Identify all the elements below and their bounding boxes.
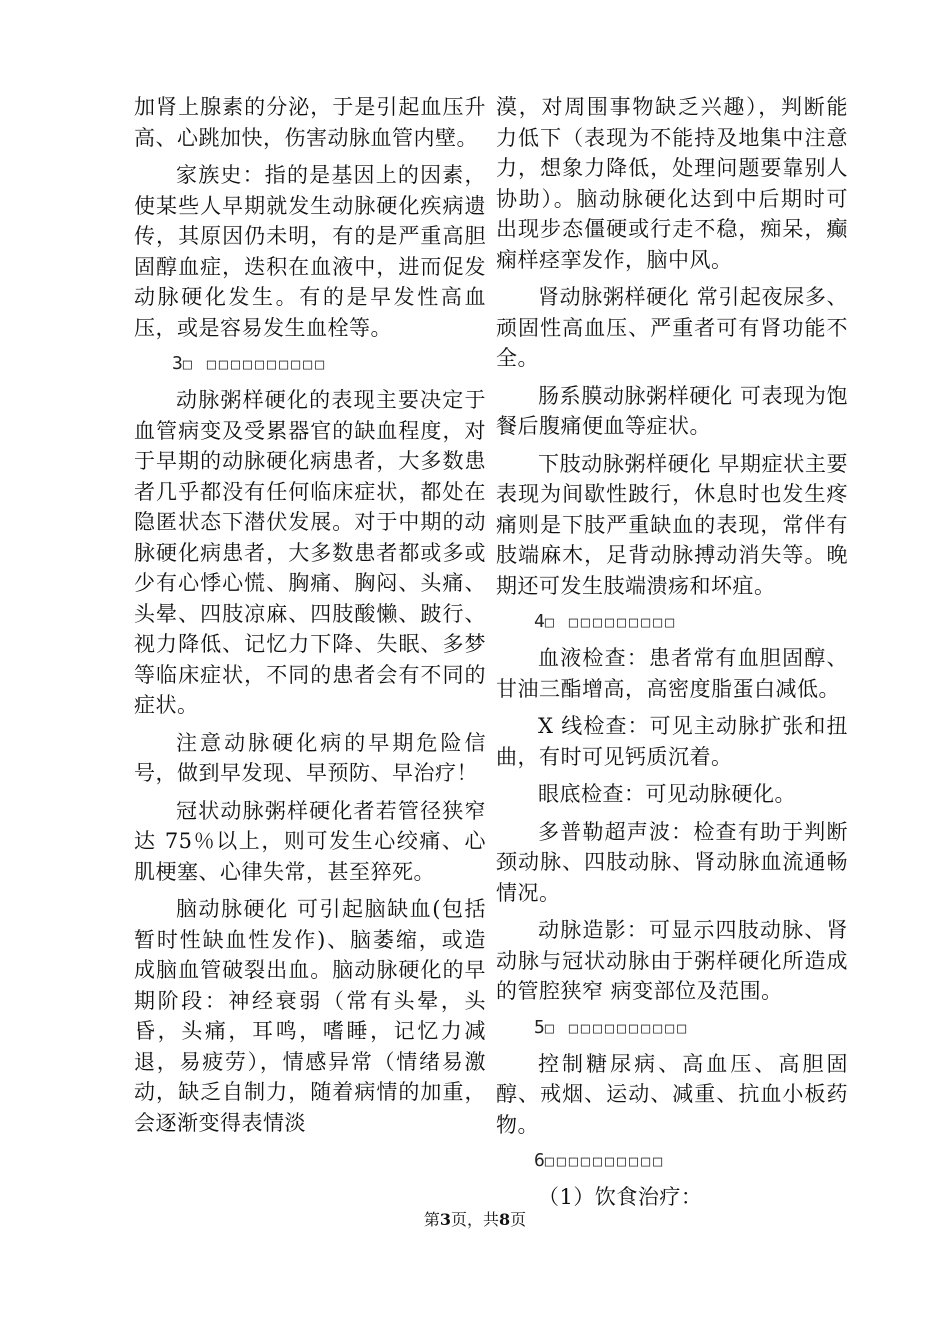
- body-paragraph: 漠，对周围事物缺乏兴趣），判断能力低下（表现为不能持及地集中注意力，想象力降低，处理问题要靠别人协助）。脑动脉硬化达到中后期时可出现步态僵硬或行走不稳，痴呆，癫痫样痉挛发作，脑中风。: [496, 95, 848, 272]
- body-paragraph: 脑动脉硬化 可引起脑缺血(包括暂时性缺血性发作)、脑萎缩，或造成脑血管破裂出血。脑动脉硬化的早期阶段：神经衰弱（常有头晕，头昏，头痛，耳鸣，嗜睡，记忆力减退，易疲劳），情感异常（情绪易激动，缺乏自制力，随着病情的加重，会逐渐变得表情淡: [134, 897, 486, 1135]
- missing-glyph-boxes: □ □□□□□□□□□□: [544, 1018, 690, 1037]
- right-column: [496, 92, 848, 1220]
- body-paragraph: （1）饮食治疗：: [538, 1185, 703, 1209]
- body-paragraph: 动脉造影：可显示四肢动脉、肾动脉与冠状动脉由于粥样硬化所造成的管腔狭窄 病变部位及范围。: [496, 918, 848, 1003]
- section-number: 6: [534, 1150, 545, 1171]
- body-paragraph: 血液检查：患者常有血胆固醇、甘油三酯增高，高密度脂蛋白减低。: [496, 646, 848, 701]
- missing-glyph-boxes: □ □□□□□□□□□□: [182, 355, 328, 373]
- body-paragraph: 多普勒超声波：检查有助于判断颈动脉、四肢动脉、肾动脉血流通畅情况。: [496, 819, 848, 905]
- body-paragraph: 眼底检查：可见动脉硬化。: [538, 782, 796, 806]
- body-paragraph: 肾动脉粥样硬化 常引起夜尿多、顽固性高血压、严重者可有肾功能不全。: [496, 285, 848, 370]
- section-heading: [496, 1147, 848, 1175]
- footer-mid: 页，共: [450, 1210, 499, 1229]
- missing-glyph-boxes: □□□□□□□□□□: [544, 1152, 666, 1170]
- section-number: 4: [534, 611, 545, 632]
- current-page-number: 3: [439, 1210, 451, 1229]
- body-paragraph: 下肢动脉粥样硬化 早期症状主要表现为间歇性跛行，休息时也发生疼痛则是下肢严重缺血的表现，常伴有肢端麻木，足背动脉搏动消失等。晚期还可发生肢端溃疡和坏疽。: [496, 451, 848, 598]
- section-heading: [134, 350, 486, 378]
- body-paragraph: 控制糖尿病、高血压、高胆固醇、戒烟、运动、减重、抗血小板药物。: [496, 1051, 848, 1137]
- missing-glyph-boxes: □ □□□□□□□□□: [544, 613, 678, 631]
- body-paragraph: 动脉粥样硬化的表现主要决定于血管病变及受累器官的缺血程度，对于早期的动脉硬化病患者，大多数患者几乎都没有任何临床症状，都处在隐匿状态下潜伏发展。对于中期的动脉硬化病患者，大多数患者都或多或少有心悸心慌、胸痛、胸闷、头痛、头晕、四肢凉麻、四肢酸懒、跛行、视力降低、记忆力下降、失眠、多梦等临床症状，不同的患者会有不同的症状。: [134, 388, 486, 717]
- body-paragraph: 肠系膜动脉粥样硬化 可表现为饱餐后腹痛便血等症状。: [496, 383, 848, 438]
- section-number: 3: [172, 353, 183, 374]
- total-page-count: 8: [499, 1210, 511, 1229]
- body-paragraph: X 线检查：可见主动脉扩张和扭曲，有时可见钙质沉着。: [496, 714, 848, 769]
- footer-prefix: 第: [423, 1210, 440, 1229]
- body-paragraph: 注意动脉硬化病的早期危险信号，做到早发现、早预防、早治疗！: [134, 730, 486, 785]
- body-paragraph: 家族史：指的是基因上的因素，使某些人早期就发生动脉硬化疾病遗传，其原因仍未明，有的是严重高胆固醇血症，迭积在血液中，进而促发动脉硬化发生。有的是早发性高血压，或是容易发生血栓等。: [134, 163, 486, 340]
- section-number: 5: [534, 1016, 545, 1038]
- body-paragraph: 加肾上腺素的分泌，于是引起血压升高、心跳加快，伤害动脉血管内壁。: [134, 95, 486, 150]
- section-heading: [496, 608, 848, 636]
- left-column: [134, 92, 486, 1145]
- section-heading: [496, 1014, 848, 1042]
- footer-suffix: 页: [510, 1210, 527, 1229]
- body-paragraph: 冠状动脉粥样硬化者若管径狭窄达 75％以上，则可发生心绞痛、心肌梗塞、心律失常，甚至猝死。: [134, 798, 486, 884]
- page-footer: [0, 1207, 950, 1230]
